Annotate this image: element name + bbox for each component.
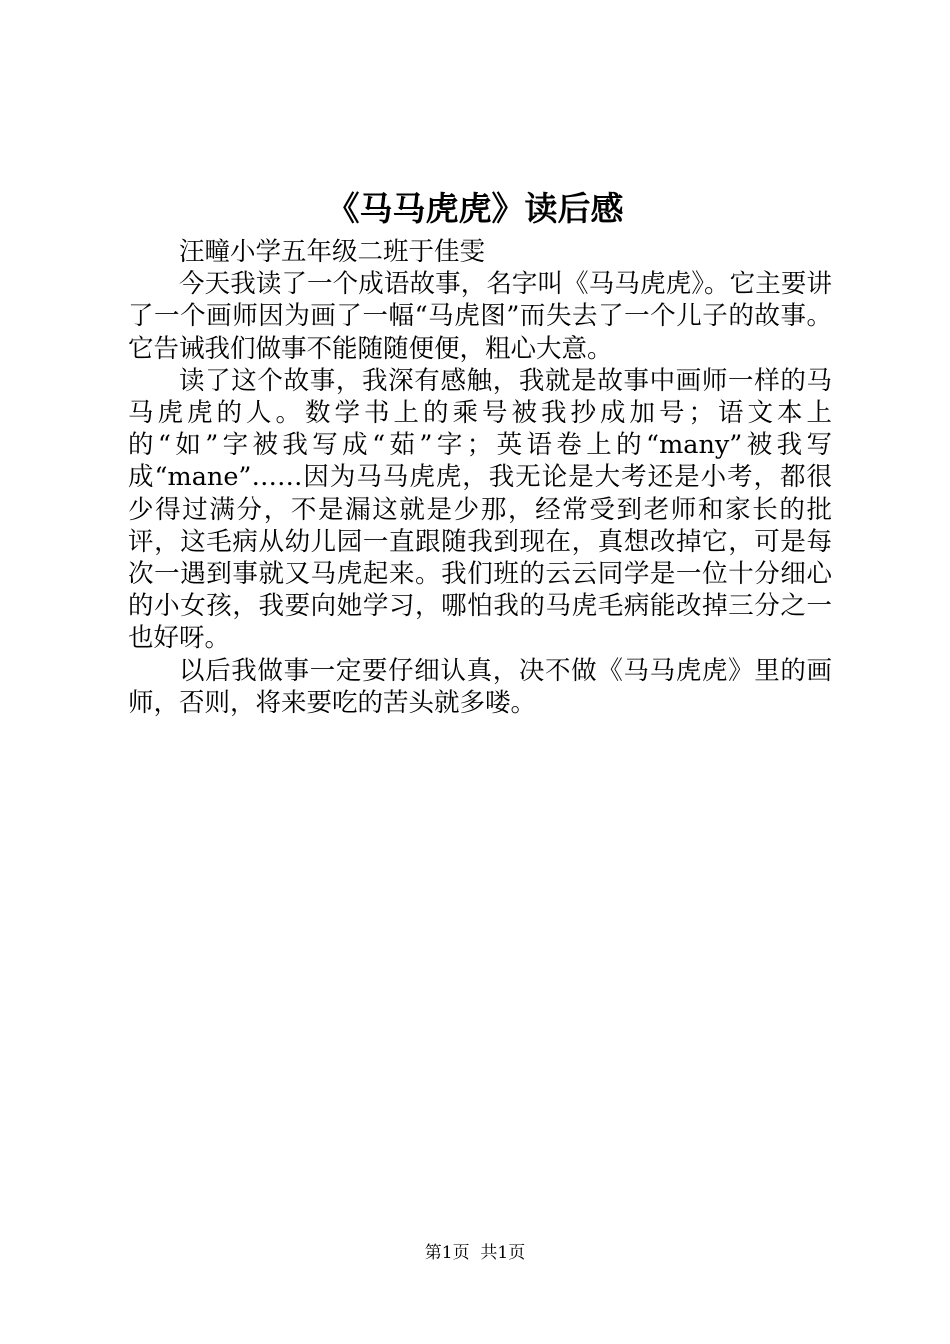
author-line: 汪疃小学五年级二班于佳雯 (179, 237, 486, 267)
paragraph-2: 读了这个故事，我深有感触，我就是故事中画师一样的马马虎虎的人。数学书上的乘号被我抄成加号；语文本上的“如”字被我写成“茹”字；英语卷上的“many”被我写成“mane”……因为马马虎虎，我无论是大考还是小考，都很少得过满分，不是漏这就是少那，经常受到老师和家长的批评，这毛病从幼儿园一直跟随我到现在，真想改掉它，可是每次一遇到事就又马虎起来。我们班的云云同学是一位十分细心的小女孩，我要向她学习，哪怕我的马虎毛病能改掉三分之一也好呀。 (128, 365, 832, 654)
paragraph-3: 以后我做事一定要仔细认真，决不做《马马虎虎》里的画师，否则，将来要吃的苦头就多喽。 (128, 655, 832, 718)
document-title: 《马马虎虎》读后感 (326, 189, 624, 228)
page-footer: 第1页 共1页 (424, 1243, 526, 1263)
document-body (128, 236, 832, 719)
paragraph-1: 今天我读了一个成语故事，名字叫《马马虎虎》。它主要讲了一个画师因为画了一幅“马虎图”而失去了一个儿子的故事。它告诫我们做事不能随随便便，粗心大意。 (128, 269, 832, 364)
